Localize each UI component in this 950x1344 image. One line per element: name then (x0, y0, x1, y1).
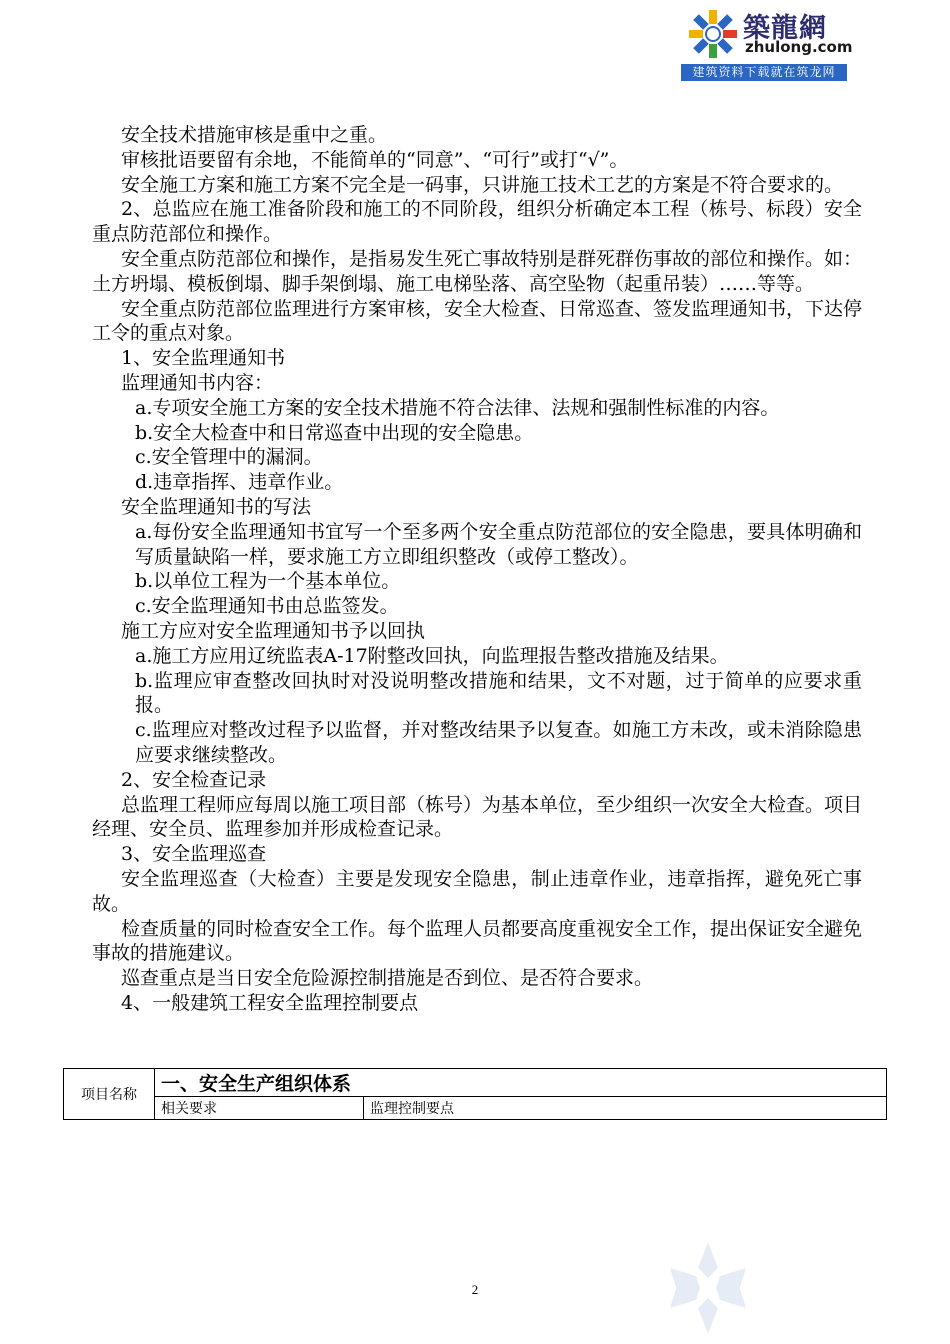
paragraph: 施工方应对安全监理通知书予以回执 (121, 619, 426, 642)
section-heading: 4、一般建筑工程安全监理控制要点 (121, 991, 419, 1014)
control-points-table (63, 1068, 887, 1120)
table-row (64, 1097, 887, 1120)
section-heading: 3、安全监理巡查 (121, 843, 267, 866)
table-row (64, 1069, 887, 1097)
section-title-cell: 一、安全生产组织体系 (155, 1069, 887, 1097)
list-item: b.以单位工程为一个基本单位。 (135, 570, 401, 593)
paragraph: 安全重点防范部位和操作，是指易发生死亡事故特别是群死群伤事故的部位和操作。如：土方坍塌、模板倒塌、脚手架倒塌、施工电梯坠落、高空坠物（起重吊装）……等等。 (92, 247, 863, 295)
paragraph: 总监理工程师应每周以施工项目部（栋号）为基本单位，至少组织一次安全大检查。项目经理、安全员、监理参加并形成检查记录。 (92, 793, 863, 841)
watermark-logo-icon (668, 1238, 748, 1338)
paragraph: 检查质量的同时检查安全工作。每个监理人员都要高度重视安全工作，提出保证安全避免事故的措施建议。 (92, 917, 863, 965)
list-item: a.每份安全监理通知书宜写一个至多两个安全重点防范部位的安全隐患，要具体明确和写质量缺陷一样，要求施工方立即组织整改（或停工整改）。 (135, 520, 862, 568)
list-item: d.违章指挥、违章作业。 (135, 471, 344, 494)
list-item: b.监理应审查整改回执时对没说明整改措施和结果，文不对题，过于简单的应要求重报。 (135, 669, 862, 717)
paragraph: 审核批语要留有余地，不能简单的“同意”、“可行”或打“√”。 (121, 148, 629, 171)
logo-domain: zhulong.com (745, 38, 853, 56)
requirements-header: 相关要求 (155, 1097, 364, 1120)
snowflake-logo-icon (685, 6, 741, 62)
paragraph: 安全监理巡查（大检查）主要是发现安全隐患，制止违章作业，违章指挥，避免死亡事故。 (92, 867, 862, 915)
paragraph: 安全技术措施审核是重中之重。 (121, 124, 388, 146)
document-body (92, 123, 862, 1016)
list-item: c.安全管理中的漏洞。 (135, 446, 323, 469)
paragraph: 监理通知书内容： (121, 371, 274, 394)
list-item: c.监理应对整改过程予以监督，并对整改结果予以复查。如施工方未改，或未消除隐患应要求继续整改。 (135, 719, 862, 766)
section-heading: 2、安全检查记录 (121, 768, 267, 791)
list-item: b.安全大检查中和日常巡查中出现的安全隐患。 (135, 421, 534, 444)
paragraph: 巡查重点是当日安全危险源控制措施是否到位、是否符合要求。 (121, 967, 654, 990)
logo-name: 築龍網 (743, 13, 827, 44)
section-heading: 1、安全监理通知书 (121, 347, 286, 370)
paragraph: 安全施工方案和施工方案不完全是一码事，只讲施工技术工艺的方案是不符合要求的。 (121, 173, 844, 196)
logo-banner: 建筑资料下载就在筑龙网 (681, 64, 847, 81)
page-number: 2 (471, 1282, 479, 1297)
list-item: a.施工方应用辽统监表A-17附整改回执，向监理报告整改措施及结果。 (135, 644, 729, 667)
project-name-cell: 项目名称 (64, 1069, 155, 1120)
list-item: c.安全监理通知书由总监签发。 (135, 595, 399, 618)
zhulong-logo (681, 2, 853, 82)
control-points-header: 监理控制要点 (364, 1097, 887, 1120)
paragraph: 安全重点防范部位监理进行方案审核，安全大检查、日常巡查、签发监理通知书，下达停工令的重点对象。 (92, 297, 863, 345)
paragraph: 2、总监应在施工准备阶段和施工的不同阶段，组织分析确定本工程（栋号、标段）安全重点防范部位和操作。 (92, 198, 862, 246)
paragraph: 安全监理通知书的写法 (121, 495, 312, 518)
list-item: a.专项安全施工方案的安全技术措施不符合法律、法规和强制性标准的内容。 (135, 396, 780, 419)
